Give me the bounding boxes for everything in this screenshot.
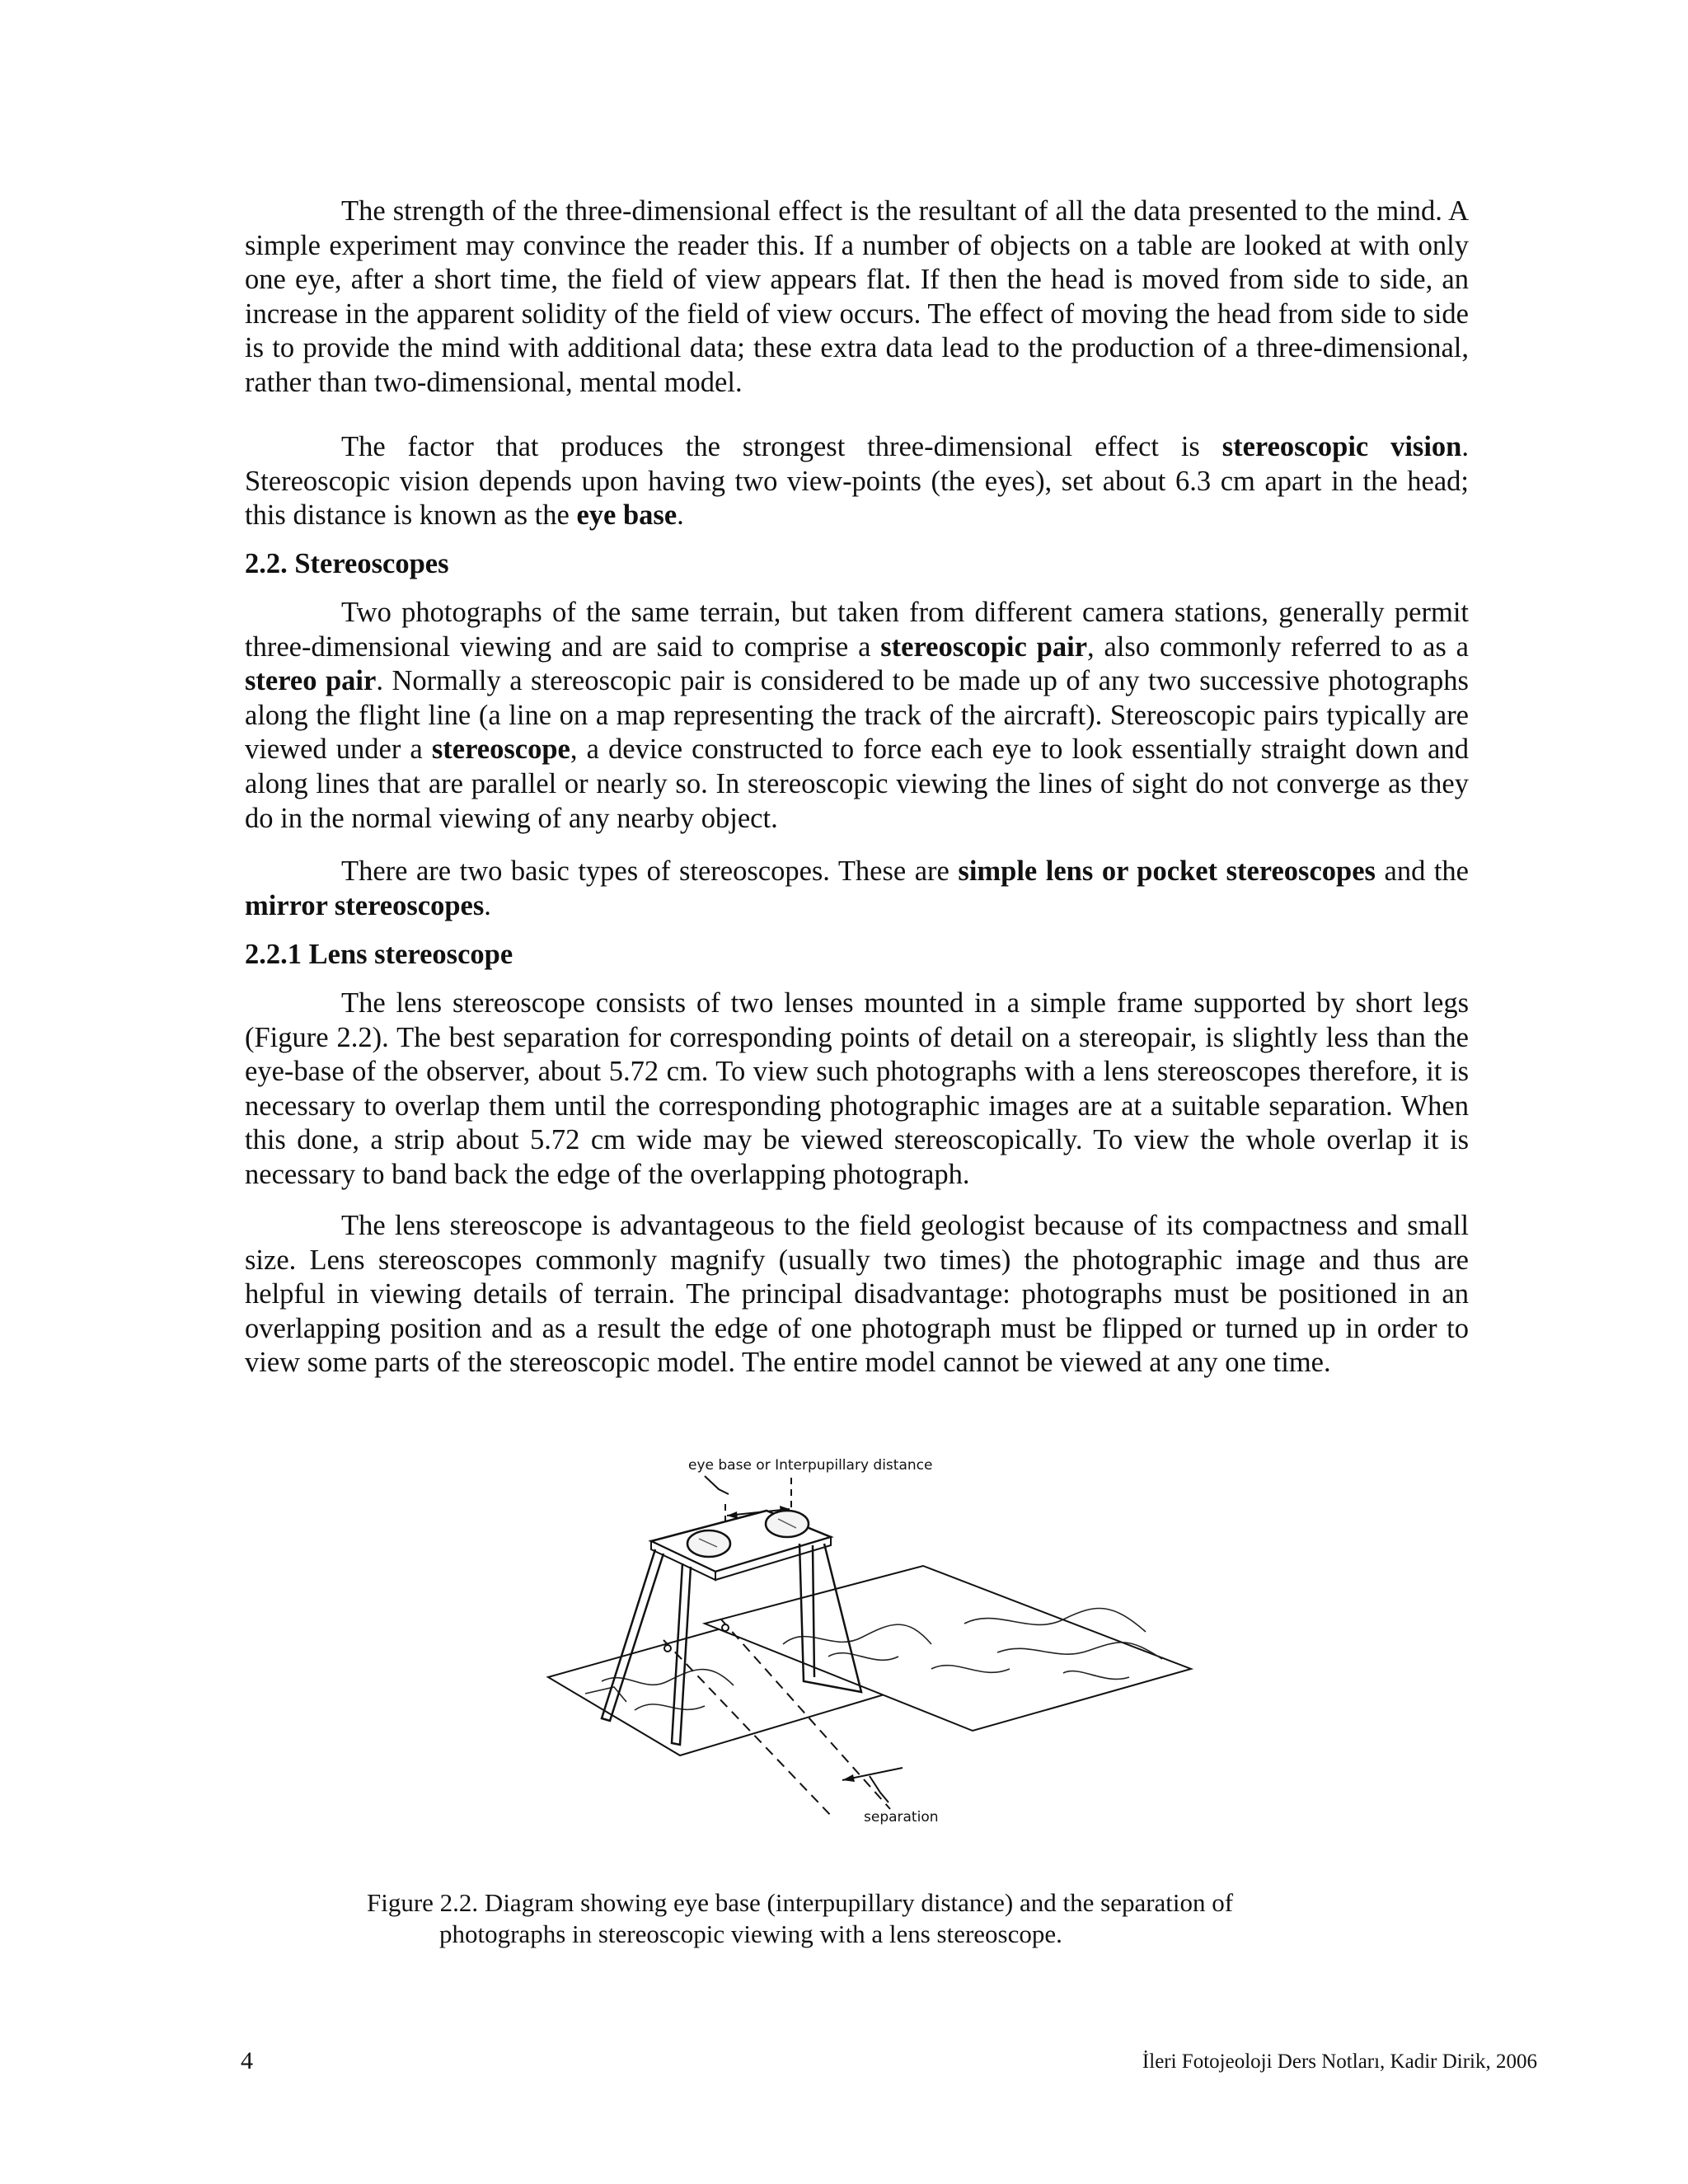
corresponding-point-right (722, 1624, 729, 1631)
caption-line-1: Figure 2.2. Diagram showing eye base (interpupillary distance) and the separation of (367, 1888, 1234, 1917)
arrowhead-separation-left (842, 1774, 855, 1782)
corresponding-point-left (664, 1645, 671, 1652)
lens-stereoscope-illustration (536, 1446, 1195, 1834)
bold-term-stereoscope: stereoscope (431, 733, 570, 766)
bold-term-pocket-stereoscopes: simple lens or pocket stereoscopes (958, 855, 1376, 887)
label-separation: separation (864, 1809, 939, 1825)
text-run: There are two basic types of stereoscopes. These are (341, 855, 959, 887)
text-run: . Stereoscopic vision depends upon having two view-points (the eyes), set about 6.3 cm apart in the head; this distance is known as the (245, 431, 1469, 532)
page-number: 4 (241, 2047, 253, 2074)
figure-lens-stereoscope-diagram (536, 1446, 1195, 1834)
paragraph-lens-stereoscope-advantages: The lens stereoscope is advantageous to the field geologist because of its compactness and small size. Lens stereoscopes commonly magnify (usually two times) the photographic image and thus are helpful in viewing details of terrain. The principal disadvantage: photographs must be positioned in an overlapping position and as a result the edge of one photograph must be flipped or turned up in order to view some parts of the stereoscopic model. The entire model cannot be viewed at any one time. (245, 1210, 1469, 1379)
leader-line-separation (870, 1776, 889, 1802)
bold-term-stereoscopic-vision: stereoscopic vision (1221, 431, 1462, 462)
text-run: , also commonly referred to as a (1087, 630, 1469, 663)
text-run: The factor that produces the strongest three-dimensional effect is (341, 431, 1222, 462)
text-run: . Normally a stereoscopic pair is considered to be made up of any two successive photographs along the flight line (a line on a map representing the track of the aircraft). Stereoscopic pairs typically are viewed under a (245, 665, 1469, 766)
text-run: and the (1375, 855, 1469, 887)
section-heading-lens-stereoscope: 2.2.1 Lens stereoscope (245, 939, 513, 970)
bold-term-eye-base: eye base (576, 499, 678, 532)
footer-credit: İleri Fotojeoloji Ders Notları, Kadir Dirik, 2006 (1142, 2050, 1537, 2073)
bold-term-mirror-stereoscopes: mirror stereoscopes (245, 889, 485, 921)
caption-line-2: photographs in stereoscopic viewing with a lens stereoscope. (439, 1919, 1062, 1948)
paragraph-lens-stereoscope: The lens stereoscope consists of two lenses mounted in a simple frame supported by short legs (Figure 2.2). The best separation for corresponding points of detail on a stereopair, is slightly less than the eye-base of the observer, about 5.72 cm. To view such photographs with a lens stereoscopes therefore, it is necessary to overlap them until the corresponding photographic images are at a suitable separation. When this done, a strip about 5.72 cm wide may be viewed stereoscopically. To view the whole overlap it is necessary to band back the edge of the overlapping photograph. (245, 987, 1469, 1190)
text-run: Two photographs of the same terrain, but taken from different camera stations, generally permit three-dimensional viewing and are said to comprise a (245, 597, 1469, 663)
text-run: . (677, 499, 684, 532)
figure-caption (367, 1887, 1356, 1950)
paragraph-stereoscopic-vision (245, 430, 1469, 533)
bold-term-stereoscopic-pair: stereoscopic pair (880, 630, 1088, 663)
bold-term-stereo-pair: stereo pair (245, 665, 377, 697)
text-run: . (484, 889, 491, 921)
paragraph-three-dimensional-effect: The strength of the three-dimensional effect is the resultant of all the data presented to the mind. A simple experiment may convince the reader this. If a number of objects on a table are looked at with only one eye, after a short time, the field of view appears flat. If then the head is moved from side to side, an increase in the apparent solidity of the field of view occurs. The effect of moving the head from side to side is to provide the mind with additional data; these extra data lead to the production of a three-dimensional, rather than two-dimensional, mental model. (245, 195, 1469, 398)
paragraph-stereoscopic-pair (245, 596, 1469, 836)
label-eye-base: eye base or Interpupillary distance (688, 1457, 933, 1474)
section-heading-stereoscopes: 2.2. Stereoscopes (245, 548, 449, 579)
leader-line-eye-base (705, 1476, 729, 1494)
text-run: , a device constructed to force each eye to look essentially straight down and along lines that are parallel or nearly so. In stereoscopic viewing the lines of sight do not converge as they do in the normal viewing of any nearby object. (245, 733, 1469, 834)
paragraph-types-of-stereoscopes (245, 855, 1469, 923)
